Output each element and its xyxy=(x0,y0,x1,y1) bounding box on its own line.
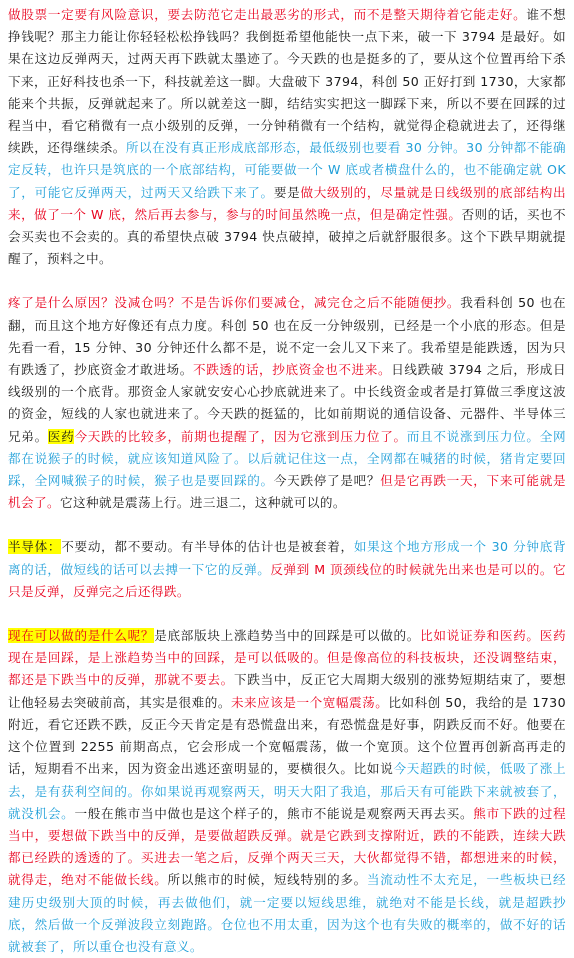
text-segment-red: 今天跌的比较多，前期也提醒了，因为它涨到压力位了。 xyxy=(74,428,407,444)
text-segment-normal: 今天跌停了是吧？ xyxy=(273,473,381,489)
text-segment-highlight: 半导体： xyxy=(8,539,62,555)
text-segment-red: 不跌透的话，抄底资金也不进来。 xyxy=(192,362,392,378)
text-segment-normal: 谁不想挣钱呢？那主力能让你轻轻松松挣钱吗？我倒挺希望他能快一点下来，破一下 3794 是最好。如果在这边反弹两天，过两天再下跌就太墨迹了。今天跌的也是挺多的了，要从这个位置再给下杀下来，正好科技也杀一下，科技就差这一脚。大盘破下 3794，科创 50 正好打到 1730，大家都能来个共振，反弹就起来了。所以就差这一脚，结结实实把这一脚踩下来，所以不要在回踩的过程当中，看它稍微有一点小级别的反弹，一分钟稍微有一个结构，就觉得企稳就进去了，还得继续跌，还得继续杀。 xyxy=(8,7,567,156)
text-segment-normal: 是底部版块上涨趋势当中的回踩是可以做的。 xyxy=(154,628,421,644)
paragraph-reduce-position xyxy=(8,292,566,514)
paragraph-risk-awareness xyxy=(8,4,566,270)
text-segment-blue: 如果这个地方形成一个 30 分钟底背离的话，做短线的话可以去搏一下它的反弹。 xyxy=(8,539,566,577)
text-segment-normal: 它这种就是震荡上行。进三退二，这种就可以的。 xyxy=(59,495,346,511)
text-segment-normal: 日线跌破 3794 之后，形成日线级别的一个底背。那资金人家就安安心心抄底就进来了。中长线资金或者是打算做三季度这波的资金，短线的人家也就进来了。今天跌的挺猛的，比如前期说的通信设备、元器件、半导体三兄弟。 xyxy=(8,362,566,444)
text-segment-normal: 比如科创 50，我给的是 1730 附近，看它还跌不跌，反正今天肯定是有恐慌盘出来，有恐慌盘是好事，阴跌反而不好。他要在这个位置到 2255 前期高点，它会形成一个宽幅震荡，做一个宽顶。这个位置再创新高再走的话，短期看不出来，因为资金出逃还蛮明显的，要横很久。比如说 xyxy=(8,694,566,777)
text-segment-normal: 我看科创 50 也在翻，而且这个地方好像还有点力度。科创 50 也在反一分钟级别，已经是一个小底的形态。但是先看一看，15 分钟、30 分钟还什么都不是，说不定一会儿又下来了。我希望是能跌透，因为只有跌透了，抄底资金才敢进场。 xyxy=(8,295,566,378)
text-segment-blue: 当流动性不太充足，一些板块已经建历史级别大顶的时候，再去做他们，就一定要以短线思维，就绝对不能是长线，就是超跌抄底，然后做一个反弹波段立刻跑路。仓位也不用太重，因为这个也有失败的概率的，做不好的话就被套了，所以重仓也没有意义。 xyxy=(8,872,566,954)
text-segment-red: 熊市下跌的过程当中，要想做下跌当中的反弹，是要做超跌反弹。就是它跌到支撑附近，跌的不能跌，连续大跌都已经跌的透透的了。买进去一笔之后，反弹个两天三天，大伙都觉得不错，都想进来的时候，就得走，绝对不能做长线。 xyxy=(8,805,566,888)
text-segment-normal: 下跌当中，反正它大周期大级别的涨势短期结束了，要想让他轻易去突破前高，其实是很难的。 xyxy=(8,672,566,710)
text-segment-normal: 不要动，都不要动。有半导体的估计也是被套着， xyxy=(61,539,354,555)
text-segment-red: 比如说证券和医药。医药现在是回踩，是上涨趋势当中的回踩，是可以低吸的。但是像高位的科技板块，还没调整结束，都还是下跌当中的反弹，那就不要去。 xyxy=(8,628,566,688)
paragraph-what-to-do-now xyxy=(8,625,566,958)
text-segment-blue: 所以在没有真正形成底部形态，最低级别也要看 30 分钟。30 分钟都不能确定反转，也许只是筑底的一个底部结构，可能要做一个 W 底或者横盘什么的，也不能确定就 OK 了，可能它反弹两天，过两天又给跌下来了。 xyxy=(8,140,566,200)
text-segment-highlight-red: 现在可以做的是什么呢？ xyxy=(8,628,155,644)
text-segment-normal: 所以熊市的时候，短线特别的多。 xyxy=(167,872,367,888)
text-segment-blue: 而且不说涨到压力位。全网都在说猴子的时候，就应该知道风险了。以后就记住这一点，全网都在喊猪的时候，猪肯定要回踩，全网喊猴子的时候，猴子也是要回踩的。 xyxy=(8,428,567,489)
text-segment-red: 但是它再跌一天，下来可能就是机会了。 xyxy=(8,473,567,511)
text-segment-red: 反弹到 M 顶颈线位的时候就先出来也是可以的。它只是反弹，反弹完之后还得跌。 xyxy=(8,561,566,599)
text-segment-normal: 要是 xyxy=(273,184,301,200)
text-segment-normal: 否则的话，买也不会买卖也不会卖的。真的希望快点破 3794 快点破掉，破掉之后就舒服很多。这个下跌早期就提醒了，预料之中。 xyxy=(8,206,567,267)
text-segment-red: 疼了是什么原因？没减仓吗？不是告诉你们要减仓，减完仓之后不能随便抄。 xyxy=(8,295,461,311)
text-segment-red: 未来应该是一个宽幅震荡。 xyxy=(230,694,389,710)
paragraph-gap xyxy=(8,514,566,536)
paragraph-gap xyxy=(8,603,566,625)
paragraph-gap xyxy=(8,270,566,292)
text-segment-blue: 今天超跌的时候，低吸了涨上去，是有获利空间的。你如果说再观察两天，明天大阳了我追，那后天有可能跌下来就被套了，就没机会。 xyxy=(8,761,566,821)
text-segment-normal: 一般在熊市当中做也是这个样子的，熊市不能说是观察两天再去买。 xyxy=(74,805,474,821)
paragraph-semiconductor xyxy=(8,536,566,603)
text-segment-red: 做大级别的，尽量就是日线级别的底部结构出来，做了一个 W 底，然后再去参与，参与的时间虽然晚一点，但是确定性强。 xyxy=(8,184,567,222)
text-segment-red: 做股票一定要有风险意识，要去防范它走出最恶劣的形式，而不是整天期待着它能走好。 xyxy=(8,7,527,22)
text-segment-highlight: 医药 xyxy=(47,428,75,444)
